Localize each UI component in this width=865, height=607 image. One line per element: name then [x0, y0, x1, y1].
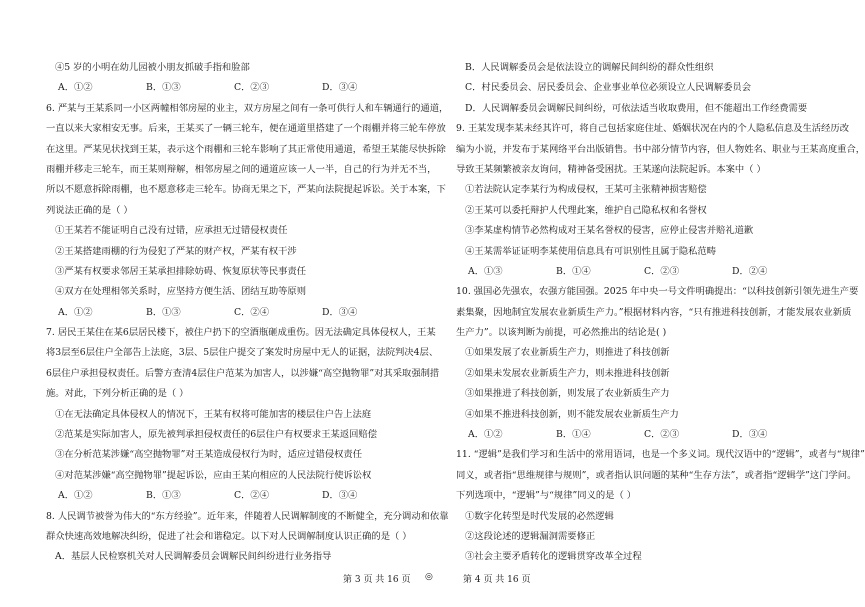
text-line: 所以不愿意拆除雨棚，也不愿意移走三轮车。协商无果之下，严某向法院提起诉讼。关于本案，下: [46, 184, 446, 196]
question-stem: 6. 严某与王某系同一小区两幢相邻房屋的业主，双方房屋之间有一条可供行人和车辆通行的通道，: [46, 102, 449, 114]
text-line: ④王某需举证证明李某使用信息具有可识别性且属于隐私范畴: [465, 245, 717, 257]
question-stem: 7. 居民王某住在某6层居民楼下，被住户扔下的空酒瓶砸成重伤。因无法确定具体侵权人，王某: [46, 327, 436, 339]
answer-option: B．①③: [146, 306, 181, 318]
answer-option: A．①②: [58, 306, 93, 318]
answer-choices-q9: [456, 262, 822, 282]
text-line: ①王某若不能证明自己没有过错，应承担无过错侵权责任: [55, 225, 288, 237]
answer-choices-q5: [46, 78, 423, 98]
question-stem: 11. “逻辑”是我们学习和生活中的常用语词，也是一个多义词。现代汉语中的“逻辑”，或者与“规律”: [456, 449, 865, 461]
text-line: ③李某虚构情节必然构成对王某名誉权的侵害，应停止侵害并赔礼道歉: [465, 225, 754, 237]
answer-option: D．③④: [322, 82, 358, 94]
text-line: ④双方在处理相邻关系时，应坚持方便生活、团结互助等原则: [55, 286, 307, 298]
text-line: ④如果不推进科技创新，则不能发展农业新质生产力: [465, 408, 679, 420]
page-number-right: 第 4 页 共 16 页: [463, 575, 531, 585]
answer-option: A．①②: [58, 82, 93, 94]
text-line: ④5 岁的小明在幼儿园被小朋友抓破手指和脸部: [55, 62, 250, 73]
text-line: 将3层至6层住户全部告上法庭，3层、5层住户提交了案发时房屋中无人的证据，法院判决4层、: [46, 347, 439, 359]
text-line: 同义，或者指“思维规律与规则”，或者指认识问题的某种“生存方法”，或者指“逻辑学”这门学问。: [456, 469, 857, 481]
answer-choices-q10: [456, 425, 822, 445]
text-line: ①在无法确定具体侵权人的情况下，王某有权将可能加害的楼层住户告上法庭: [55, 408, 372, 420]
text-line: 6层住户承担侵权责任。后警方查清4层住户范某为加害人，以涉嫌“高空抛物罪”对其采取强制措: [46, 367, 440, 379]
text-line: ②范某是实际加害人，原先被判承担侵权责任的6层住户有权要求王某返回赔偿: [55, 429, 378, 441]
question-stem: 9. 王某发现李某未经其许可，将自己包括家庭住址、婚姻状况在内的个人隐私信息及生活经历改: [456, 123, 849, 135]
text-line: 群众快速高效地解决纠纷，促进了社会和谐稳定。以下对人民调解制度认识正确的是（ ）: [46, 530, 412, 542]
answer-option: D．③④: [732, 429, 768, 441]
answer-option: C．②③: [234, 82, 270, 94]
text-line: ②王某可以委托辩护人代理此案，维护自己隐私权和名誉权: [465, 204, 707, 216]
text-line: ①如果发展了农业新质生产力，则推进了科技创新: [465, 347, 670, 359]
text-line: 下列选项中，“逻辑”与“规律”同义的是（ ）: [456, 490, 637, 502]
text-line: 导致王某频繁被亲友询问，精神备受困扰。王某遂向法院起诉。本案中（ ）: [456, 163, 766, 175]
text-line: D．人民调解委员会调解民间纠纷，可依法适当收取费用，但不能超出工作经费需要: [465, 102, 808, 114]
text-line: ②这段论述的逻辑漏洞需要修正: [465, 530, 596, 542]
text-line: 施。对此，下列分析正确的是（ ）: [46, 388, 189, 400]
text-line: ④对范某涉嫌“高空抛物罪”提起诉讼，应由王某向相应的人民法院行使诉讼权: [55, 469, 372, 481]
answer-option: B．①④: [556, 429, 591, 441]
text-line: ③严某有权要求邻居王某承担排除妨碍、恢复原状等民事责任: [55, 265, 307, 277]
text-line: ③如果推进了科技创新，则发展了农业新质生产力: [465, 388, 670, 400]
answer-option: B．①④: [556, 265, 591, 277]
answer-choices-q6: [46, 303, 423, 323]
text-line: C．村民委员会、居民委员会、企业事业单位必须设立人民调解委员会: [465, 82, 752, 94]
text-line: 在这里。严某见状找到王某，表示这个雨棚和三轮车影响了其正常使用通道，希望王某能尽快拆除: [46, 143, 446, 155]
text-line: ②王某搭建雨棚的行为侵犯了严某的财产权，严某有权干涉: [55, 245, 297, 257]
text-line: ③社会主要矛盾转化的逻辑贯穿改革全过程: [465, 551, 642, 563]
text-line: ②如果未发展农业新质生产力，则未推进科技创新: [465, 367, 670, 379]
text-line: 生产力”。以该判断为前提，可必然推出的结论是( ): [456, 327, 667, 339]
answer-option: A．①③: [468, 265, 503, 277]
answer-option: C．②④: [234, 306, 270, 318]
answer-option: C．②③: [644, 429, 680, 441]
right-column: [456, 58, 865, 568]
left-column: [46, 58, 449, 568]
text-line: A．基层人民检察机关对人民调解委员会调解民间纠纷进行业务指导: [55, 551, 332, 563]
answer-choices-q7: [46, 486, 423, 506]
text-line: 雨棚并移走三轮车，而王某则辩解，相邻房屋之间的通道应该一人一半，自己的行为并无不当，: [46, 163, 437, 175]
answer-option: D．③④: [322, 306, 358, 318]
answer-option: B．①③: [146, 490, 181, 502]
text-line: ③在分析范某涉嫌“高空抛物罪”对王某造成侵权行为时，适应过错侵权责任: [55, 449, 363, 461]
text-line: B．人民调解委员会是依法设立的调解民间纠纷的群众性组织: [465, 62, 714, 73]
text-line: 编为小说，并发布于某网络平台出版销售。书中部分情节内容，但人物姓名、职业与王某高度重合，: [456, 143, 865, 155]
text-line: ①数字化转型是时代发展的必然逻辑: [465, 510, 614, 522]
answer-option: A．①②: [468, 429, 503, 441]
answer-option: B．①③: [146, 82, 181, 94]
answer-option: D．③④: [322, 490, 358, 502]
answer-option: D．②④: [732, 265, 768, 277]
question-stem: 10. 强国必先强农，农强方能国强。2025 年中央一号文件明确提出：“以科技创新引领先进生产要: [456, 286, 859, 298]
question-stem: 8. 人民调节被誉为伟大的“东方经验”。近年来，伴随着人民调解制度的不断健全，充分调动和依靠: [46, 510, 449, 522]
text-line: 一直以来大家相安无事。后来，王某买了一辆三轮车，便在通道里搭建了一个雨棚并将三轮车停放: [46, 123, 446, 135]
footer-symbol: ◎: [425, 572, 433, 582]
text-line: 列说法正确的是（ ）: [46, 204, 133, 216]
answer-option: C．②③: [644, 265, 680, 277]
page-number-left: 第 3 页 共 16 页: [343, 575, 411, 585]
text-line: ①若法院认定李某行为构成侵权，王某可主张精神损害赔偿: [465, 184, 707, 196]
answer-option: C．②④: [234, 490, 270, 502]
text-line: 素集聚，因地制宜发展农业新质生产力。”根据材料内容，“只有推进科技创新，才能发展农业新质: [456, 306, 852, 318]
answer-option: A．①②: [58, 490, 93, 502]
